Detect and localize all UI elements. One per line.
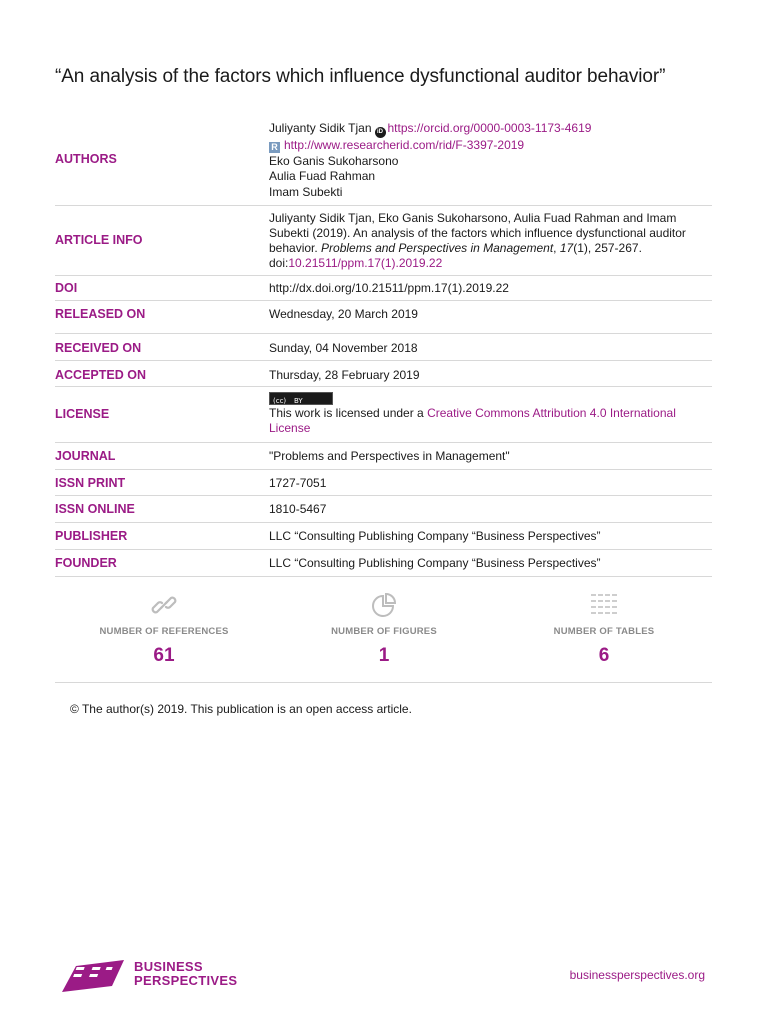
figures-count: 1 [378, 645, 390, 666]
orcid-link[interactable]: https://orcid.org/0000-0003-1173-4619 [387, 121, 592, 135]
row-issn-print [55, 470, 712, 496]
row-founder [55, 550, 712, 577]
logo-mark-icon [62, 958, 126, 994]
journal-value: "Problems and Perspectives in Management" [269, 449, 510, 463]
row-publisher [55, 523, 712, 550]
logo-text-line2: PERSPECTIVES [134, 973, 238, 988]
license-value [269, 392, 712, 436]
released-label: RELEASED ON [55, 307, 146, 321]
row-issn-online [55, 496, 712, 523]
orcid-icon: iD [375, 127, 386, 138]
stat-references [64, 590, 264, 667]
received-value: Sunday, 04 November 2018 [269, 341, 418, 355]
doi-value: http://dx.doi.org/10.21511/ppm.17(1).2019.22 [269, 281, 509, 295]
copyright-notice: © The author(s) 2019. This publication is an open access article. [70, 702, 412, 716]
row-authors [55, 110, 712, 206]
tables-count: 6 [598, 645, 610, 666]
citation-text: Juliyanty Sidik Tjan, Eko Ganis Sukoharsono, Aulia Fuad Rahman and Imam Subekti (2019). An analysis of the factors which influence dysfunctional auditor behavior. [269, 211, 686, 255]
author-name: Imam Subekti [269, 184, 343, 199]
publisher-label: PUBLISHER [55, 529, 128, 543]
accepted-label: ACCEPTED ON [55, 368, 146, 382]
figures-label: NUMBER OF FIGURES [331, 626, 437, 637]
link-icon [64, 590, 264, 620]
released-value: Wednesday, 20 March 2019 [269, 307, 418, 321]
tables-label: NUMBER OF TABLES [553, 626, 655, 637]
citation-separator: , [553, 241, 560, 255]
row-doi [55, 276, 712, 301]
cc-badge-right-text: BY [294, 397, 303, 405]
publisher-value: LLC “Consulting Publishing Company “Business Perspectives” [269, 529, 601, 543]
stat-tables [504, 590, 704, 667]
row-journal [55, 443, 712, 470]
received-label: RECEIVED ON [55, 341, 142, 355]
logo-text-line1: BUSINESS [134, 959, 203, 974]
researcherid-link[interactable]: http://www.researcherid.com/rid/F-3397-2019 [284, 138, 525, 152]
row-accepted [55, 361, 712, 387]
cc-badge-left-text: (cc) [273, 397, 287, 405]
citation-pages: (1), 257-267. [573, 241, 642, 255]
issn-print-label: ISSN PRINT [55, 476, 126, 490]
row-license [55, 387, 712, 443]
founder-value: LLC “Consulting Publishing Company “Business Perspectives” [269, 556, 601, 570]
references-count: 61 [153, 645, 175, 666]
issn-online-label: ISSN ONLINE [55, 502, 135, 516]
business-perspectives-logo[interactable] [62, 958, 262, 994]
authors-label: AUTHORS [55, 152, 117, 166]
stat-figures [284, 590, 484, 667]
author-name: Juliyanty Sidik Tjan [269, 121, 372, 135]
citation-doi-link[interactable]: 10.21511/ppm.17(1).2019.22 [288, 256, 443, 270]
references-label: NUMBER OF REFERENCES [99, 626, 229, 637]
citation-doi-prefix: doi: [269, 256, 289, 270]
researcherid-icon: R [269, 142, 280, 153]
stats-section [55, 590, 712, 683]
row-released [55, 301, 712, 334]
journal-label: JOURNAL [55, 449, 116, 463]
citation-journal: Problems and Perspectives in Management [321, 241, 554, 255]
article-info-label: ARTICLE INFO [55, 233, 143, 247]
document-title: “An analysis of the factors which influence dysfunctional auditor behavior” [55, 66, 666, 87]
authors-value [269, 121, 712, 200]
doi-label: DOI [55, 281, 78, 295]
accepted-value: Thursday, 28 February 2019 [269, 368, 420, 382]
license-text: This work is licensed under a [269, 406, 428, 420]
license-link[interactable]: Creative Commons Attribution 4.0 International License [269, 406, 676, 435]
issn-print-value: 1727-7051 [269, 476, 327, 490]
article-info-value [269, 211, 712, 271]
row-article-info [55, 206, 712, 276]
pie-chart-icon [284, 590, 484, 620]
author-name: Aulia Fuad Rahman [269, 169, 376, 183]
table-icon [504, 590, 704, 620]
row-received [55, 334, 712, 361]
creative-commons-badge-icon[interactable] [269, 392, 333, 405]
publisher-website-link[interactable]: businessperspectives.org [569, 968, 705, 982]
article-info-table [55, 110, 712, 577]
author-name: Eko Ganis Sukoharsono [269, 153, 399, 168]
citation-volume: 17 [559, 241, 574, 255]
license-label: LICENSE [55, 407, 110, 421]
issn-online-value: 1810-5467 [269, 502, 327, 516]
founder-label: FOUNDER [55, 556, 117, 570]
